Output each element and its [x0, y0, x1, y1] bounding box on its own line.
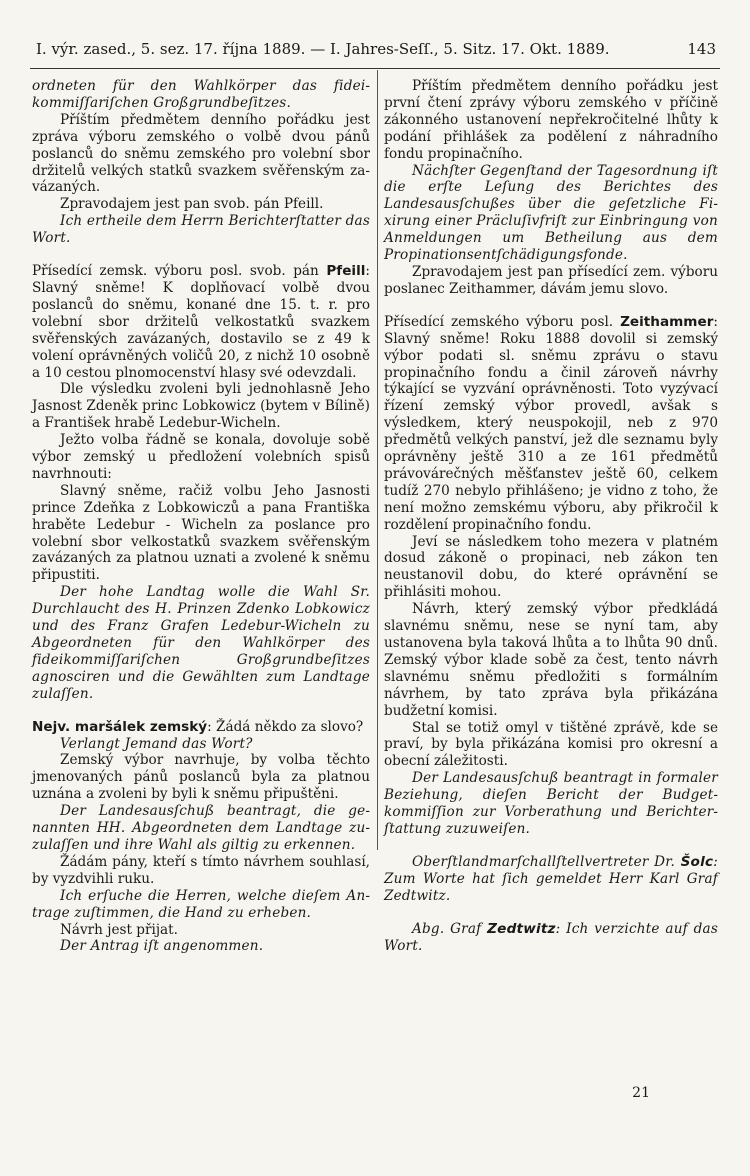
paragraph [384, 770, 718, 838]
paragraph [384, 314, 718, 534]
paragraph [32, 803, 370, 854]
paragraph-text: : Zum Worte hat ſich gemeldet Herr Karl Graf Zedtwitz. [384, 853, 718, 904]
speaker-name: Pfeill [326, 263, 366, 280]
paragraph [384, 720, 718, 771]
paragraph [32, 196, 370, 213]
paragraph-text: Stal se totiž omyl v tištěné zprávě, kde se praví, by byla přikázána komisi pro okresní a obecní záležitosti. [384, 719, 718, 770]
paragraph-text: Příštím předmětem denního pořádku jest zpráva výboru zemského o volbě dvou pánů poslanců do sněmu zemského pro volební sbor držitelů velkých statků svazkem svěřenským zavázaných. [32, 111, 370, 196]
paragraph-text: Verlangt Jemand das Wort? [60, 735, 253, 752]
paragraph [32, 752, 370, 803]
paragraph-text: Zemský výbor navrhuje, by volba těchto jmenovaných pánů poslanců byla za platnou uznána a zvoleni by byli k sněmu připuštěni. [32, 752, 370, 803]
paragraph-text: Slavný sněme, račiž volbu Jeho Jasnosti prince Zdeňka z Lobkowiczů a pana Františka hraběte Ledebur - Wicheln za poslance pro volební sbor velkostatků svazkem svěřenským zavázaných za platnou uznati a zvolené k sněmu připustiti. [32, 482, 370, 584]
speaker-intro: Přísedící zemského výboru posl. [384, 313, 621, 330]
paragraph-text: Der hohe Landtag wolle die Wahl Sr. Durchlaucht des H. Prinzen Zdenko Lobkowicz und des Franz Grafen Ledebur-Wicheln zu Abgeordneten für den Wahlkörper des fideikommiſſariſchen Großgrundbeſitzes agnosciren und die Gewählten zum Landtage zulaſſen. [32, 584, 370, 702]
paragraph [384, 78, 718, 163]
paragraph-text: : Ich verzichte auf das Wort. [384, 920, 718, 954]
paragraph [384, 163, 718, 264]
paragraph [32, 432, 370, 483]
paragraph [32, 112, 370, 197]
paragraph [32, 854, 370, 888]
paragraph [384, 601, 718, 719]
paragraph [32, 381, 370, 432]
paragraph [32, 78, 370, 112]
paragraph-text: Der Antrag iſt angenommen. [60, 938, 264, 955]
paragraph [32, 938, 370, 955]
paragraph [384, 854, 718, 905]
paragraph-text: Dle výsledku zvoleni byli jednohlasně Jeho Jasnost Zdeněk princ Lobkowicz (bytem v Bílině) a František hrabě Ledebur-Wicheln. [32, 381, 370, 432]
speaker-name: Zeithammer [620, 313, 714, 330]
column-divider [377, 70, 378, 850]
paragraph-text: Ježto volba řádně se konala, dovoluje sobě výbor zemský u předložení volebních spisů navrhnouti: [32, 432, 370, 482]
header-rule [30, 68, 720, 69]
paragraph [384, 264, 718, 298]
paragraph [32, 584, 370, 702]
left-column [32, 78, 370, 955]
paragraph [32, 263, 370, 381]
paragraph-text: Zpravodajem jest pan přísedící zem. výboru poslanec Zeithammer, dávám jemu slovo. [384, 263, 718, 297]
paragraph-text: Jeví se následkem toho mezera v platném dosud zákoně o propinaci, neb zákon ten neustanovil dobu, do které oprávnění se přihlásiti mohou. [384, 533, 718, 601]
paragraph [384, 921, 718, 955]
paragraph [384, 534, 718, 602]
paragraph [32, 719, 370, 736]
speaker-intro: Přísedící zemsk. výboru posl. svob. pán [32, 263, 327, 280]
signature-number: 21 [632, 1085, 650, 1101]
speaker-intro: Abg. Graf [412, 920, 488, 937]
paragraph-text: : Žádá někdo za slovo? [207, 718, 364, 735]
paragraph-text: Návrh, který zemský výbor předkládá slavnému sněmu, nese se nyní tam, aby ustanovena byla taková lhůta a to lhůta 90 dnů. Zemský výbor klade sobě za čest, tento návrh slavnému sněmu předložiti s formálním návrhem, by tato zpráva byla přikázána budžetní komisi. [384, 601, 718, 719]
paragraph-text: Der Landesausſchuß beantragt, die genannten HH. Abgeordneten dem Landtage zuzulaſſen und ihre Wahl als giltig zu erkennen. [32, 803, 370, 853]
paragraph [32, 483, 370, 584]
paragraph-text: Návrh jest přijat. [60, 921, 178, 938]
paragraph-text: : Slavný sněme! Roku 1888 dovolil si zemský výbor podati sl. sněmu zprávu o stavu propinačního fondu a činil zároveň návrhy týkající se vyzvání oprávněnosti. Toto vyzývací řízení zemský výbor provedl, avšak s výsledkem, který neuspokojil, neb z 970 předmětů velkých panství, jež dle seznamu byly oprávněny ještě 310 a ze 161 předmětů právovárečných měšťanstev ještě 60, celkem tudíž 270 nebylo přihlášeno; je vidno z toho, že není možno zemskému výboru, aby přikročil k rozdělení propinačního fondu. [384, 313, 718, 533]
paragraph [32, 213, 370, 247]
right-column [384, 78, 718, 954]
paragraph [32, 888, 370, 922]
speaker-name: Zedtwitz [487, 920, 556, 937]
running-header [36, 40, 716, 66]
paragraph-text: : Slavný sněme! K doplňovací volbě dvou poslanců do sněmu, konané dne 15. t. r. pro volební sbor držitelů velkostatků svazkem svěřenských zavázaných, dostavilo se z 49 k volení oprávněných voličů 20, z nichž 10 osobně a 10 cestou plnomocenství hlasy své odevzdali. [32, 263, 370, 381]
paragraph-text: Der Landesausſchuß beantragt in formaler Beziehung, dieſen Bericht der Budgetkommiſſion zur Vorberathung und Berichterſtattung zuzuweiſen. [384, 770, 718, 837]
paragraph-text: Žádám pány, kteří s tímto návrhem souhlasí, by vyzdvihli ruku. [32, 853, 370, 887]
paragraph-text: Nächſter Gegenſtand der Tagesordnung iſt die erſte Leſung des Berichtes des Landesausſchußes über die geſetzliche Fixirung einer Präcluſivfriſt zur Einbringung von Anmeldungen um Betheilung aus dem Propinationsentſchädigungsfonde. [384, 162, 718, 264]
header-title: I. výr. zased., 5. sez. 17. října 1889. — I. Jahres-Seſſ., 5. Sitz. 17. Okt. 1889. [36, 40, 610, 58]
paragraph-text: Ich ertheile dem Herrn Berichterſtatter das Wort. [32, 213, 370, 247]
page-number: 143 [687, 40, 716, 58]
paragraph-text: Příštím předmětem denního pořádku jest první čtení zprávy výboru zemského v příčině zákonného ustanovení nepřekročitelné lhůty k podání přihlášek za podělení z náhradního fondu propinačního. [384, 78, 718, 162]
paragraph-text: ordneten für den Wahlkörper das fideikommiſſariſchen Großgrundbeſitzes. [32, 78, 370, 111]
paragraph [32, 736, 370, 753]
speaker-intro: Oberſtlandmarſchallſtellvertreter Dr. [412, 853, 681, 870]
speaker-name: Šolc [680, 853, 714, 870]
paragraph [32, 922, 370, 939]
speaker-name: Nejv. maršálek zemský [32, 718, 208, 735]
paragraph-text: Ich erſuche die Herren, welche dieſem Antrage zuſtimmen, die Hand zu erheben. [32, 887, 370, 921]
paragraph-text: Zpravodajem jest pan svob. pán Pfeill. [60, 196, 324, 213]
